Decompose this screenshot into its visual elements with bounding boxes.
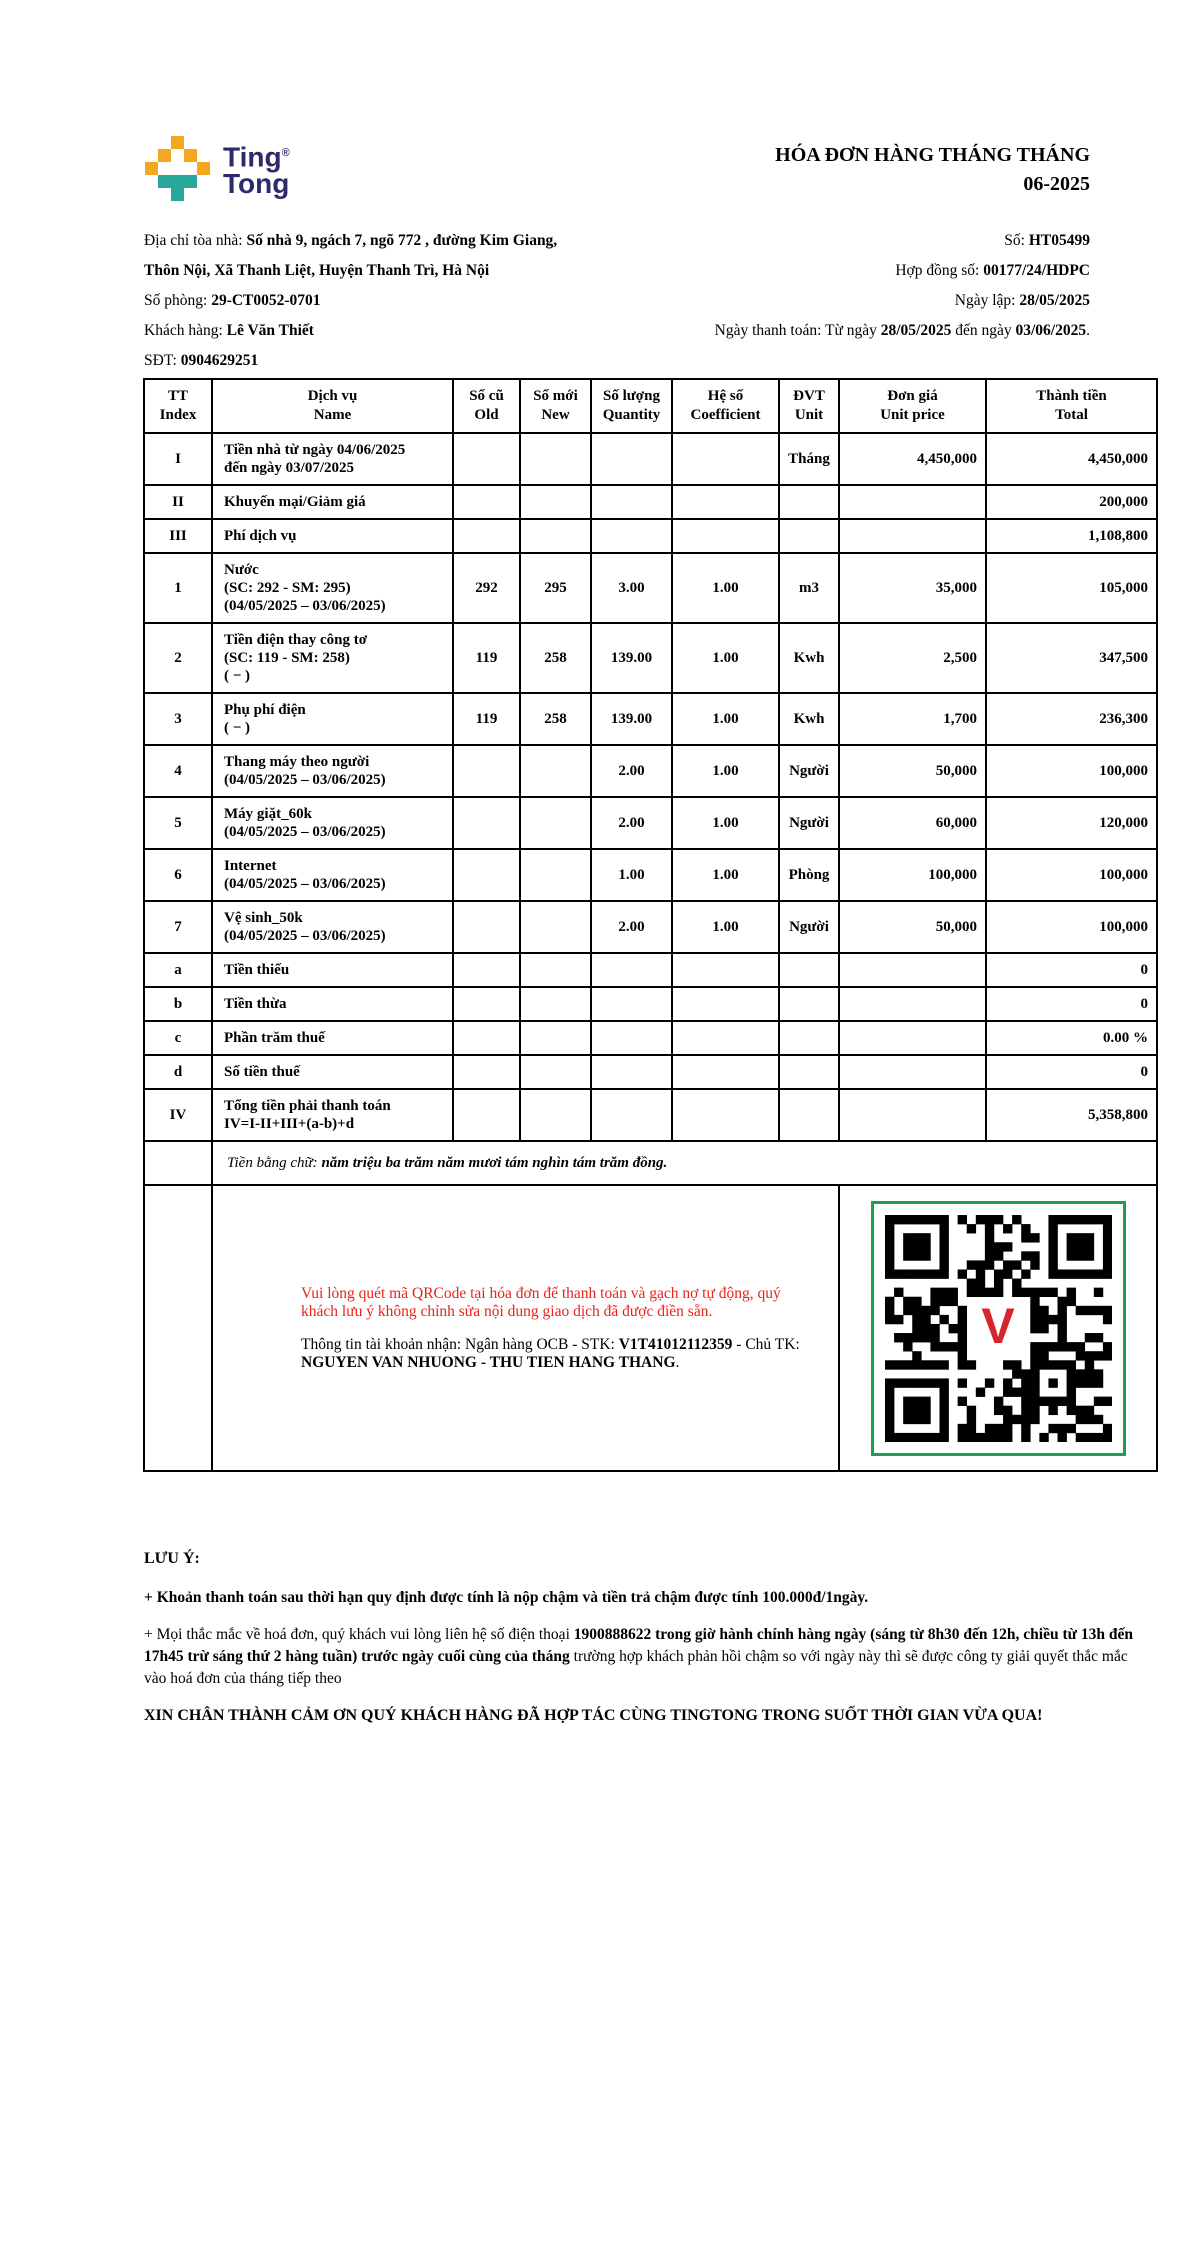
- table-row: 5 Máy giặt_60k (04/05/2025 – 03/06/2025) 2.00 1.00 Người 60,000 120,000: [144, 797, 1157, 849]
- tingtong-pixel-icon: [145, 136, 210, 201]
- header-cell-old: Số cũ Old: [453, 379, 520, 433]
- header-cell-quantity: Số lượng Quantity: [591, 379, 672, 433]
- invoice-number: Số: HT05499: [1004, 232, 1090, 249]
- table-row: a Tiền thiếu 0: [144, 953, 1157, 987]
- table-row: 7 Vệ sinh_50k (04/05/2025 – 03/06/2025) 2.00 1.00 Người 50,000 100,000: [144, 901, 1157, 953]
- brand-wordmark: [223, 140, 290, 199]
- invoice-content: [143, 0, 1156, 2259]
- table-row: 6 Internet (04/05/2025 – 03/06/2025) 1.00 1.00 Phòng 100,000 100,000: [144, 849, 1157, 901]
- brand-logo: [145, 136, 290, 201]
- table-row: 2 Tiền điện thay công tơ (SC: 119 - SM: 258) ( − ) 119 258 139.00 1.00 Kwh 2,500 347,500: [144, 623, 1157, 693]
- building-address-line2: Thôn Nội, Xã Thanh Liệt, Huyện Thanh Trì, Hà Nội: [144, 262, 490, 279]
- qr-code: [871, 1201, 1126, 1456]
- late-payment-note: + Khoản thanh toán sau thời hạn quy định được tính là nộp chậm và tiền trả chậm được tính 100.000đ/1ngày.: [144, 1589, 869, 1606]
- table-row: 4 Thang máy theo người (04/05/2025 – 03/06/2025) 2.00 1.00 Người 50,000 100,000: [144, 745, 1157, 797]
- invoice-meta: [450, 226, 1090, 346]
- notes-title: LƯU Ý:: [144, 1550, 200, 1567]
- footer-notes: [144, 1548, 1152, 1728]
- table-row: 1 Nước (SC: 292 - SM: 295) (04/05/2025 – 03/06/2025) 292 295 3.00 1.00 m3 35,000 105,000: [144, 553, 1157, 623]
- invoice-table-footer: [144, 1141, 1157, 1471]
- table-row: III Phí dịch vụ 1,108,800: [144, 519, 1157, 553]
- room-number: Số phòng: 29-CT0052-0701: [144, 292, 321, 309]
- table-row: II Khuyến mại/Giảm giá 200,000: [144, 485, 1157, 519]
- building-address-line1: Địa chỉ tòa nhà: Số nhà 9, ngách 7, ngõ 772 , đường Kim Giang,: [144, 232, 558, 249]
- customer-phone: SĐT: 0904629251: [144, 352, 259, 369]
- header-cell-total: Thành tiền Total: [986, 379, 1157, 433]
- registered-mark: ®: [281, 147, 290, 160]
- issue-date: Ngày lập: 28/05/2025: [954, 292, 1090, 309]
- table-row: d Số tiền thuế 0: [144, 1055, 1157, 1089]
- header-cell-index: TT Index: [144, 379, 212, 433]
- header-cell-name: Dịch vụ Name: [212, 379, 453, 433]
- table-row: IV Tổng tiền phải thanh toán IV=I-II+III+(a-b)+d 5,358,800: [144, 1089, 1157, 1141]
- receiving-account-info: Thông tin tài khoản nhận: Ngân hàng OCB - STK: V1T41012112359 - Chủ TK: NGUYEN VAN NHUONG - THU TIEN HANG THANG.: [301, 1335, 800, 1371]
- contract-number: Hợp đồng số: 00177/24/HDPC: [895, 262, 1090, 279]
- amount-in-words-row: [144, 1141, 1157, 1185]
- contact-note: + Mọi thắc mắc về hoá đơn, quý khách vui lòng liên hệ số điện thoại 1900888622 trong giờ hành chính hàng ngày (sáng từ 8h30 đến 12h, chiều từ 13h đến 17h45 trừ sáng thứ 2 hàng tuần) trước ngày cuối cùng của tháng trường hợp khách phản hồi chậm so với ngày này thì sẽ được công ty giải quyết thắc mắc vào hoá đơn của tháng tiếp theo: [144, 1626, 1133, 1687]
- table-row: b Tiền thừa 0: [144, 987, 1157, 1021]
- qr-payment-notice: Vui lòng quét mã QRCode tại hóa đơn để thanh toán và gạch nợ tự động, quý khách lưu ý không chỉnh sửa nội dung giao dịch đã được điền sẵn.: [301, 1284, 781, 1320]
- brand-word-tong: Tong: [223, 167, 290, 199]
- table-row: c Phần trăm thuế 0.00 %: [144, 1021, 1157, 1055]
- invoice-table-body: [144, 433, 1157, 1141]
- qr-section-row: [144, 1185, 1157, 1471]
- header-cell-unit: ĐVT Unit: [779, 379, 839, 433]
- header-cell-coefficient: Hệ số Coefficient: [672, 379, 779, 433]
- table-row: 3 Phụ phí điện ( − ) 119 258 139.00 1.00 Kwh 1,700 236,300: [144, 693, 1157, 745]
- amount-in-words: Tiền bằng chữ: năm triệu ba trăm năm mươi tám nghìn tám trăm đồng.: [212, 1141, 1157, 1185]
- header-cell-unit-price: Đơn giá Unit price: [839, 379, 986, 433]
- table-row: I Tiền nhà từ ngày 04/06/2025 đến ngày 03/07/2025 Tháng 4,450,000 4,450,000: [144, 433, 1157, 485]
- qr-code-cell: [839, 1185, 1157, 1471]
- customer-name: Khách hàng: Lê Văn Thiết: [144, 322, 314, 339]
- invoice-table-header: [144, 379, 1157, 433]
- header-cell-new: Số mới New: [520, 379, 591, 433]
- payment-period: Ngày thanh toán: Từ ngày 28/05/2025 đến ngày 03/06/2025.: [714, 322, 1090, 339]
- invoice-title: HÓA ĐƠN HÀNG THÁNG THÁNG 06-2025: [775, 144, 1090, 195]
- brand-word-ting: Ting: [223, 141, 282, 173]
- thanks-message: XIN CHÂN THÀNH CẢM ƠN QUÝ KHÁCH HÀNG ĐÃ HỢP TÁC CÙNG TINGTONG TRONG SUỐT THỜI GIAN VỪA QUA!: [144, 1707, 1043, 1724]
- vietqr-v-icon: V: [981, 1298, 1015, 1354]
- invoice-table: [143, 378, 1158, 1472]
- payment-instructions: [212, 1185, 839, 1471]
